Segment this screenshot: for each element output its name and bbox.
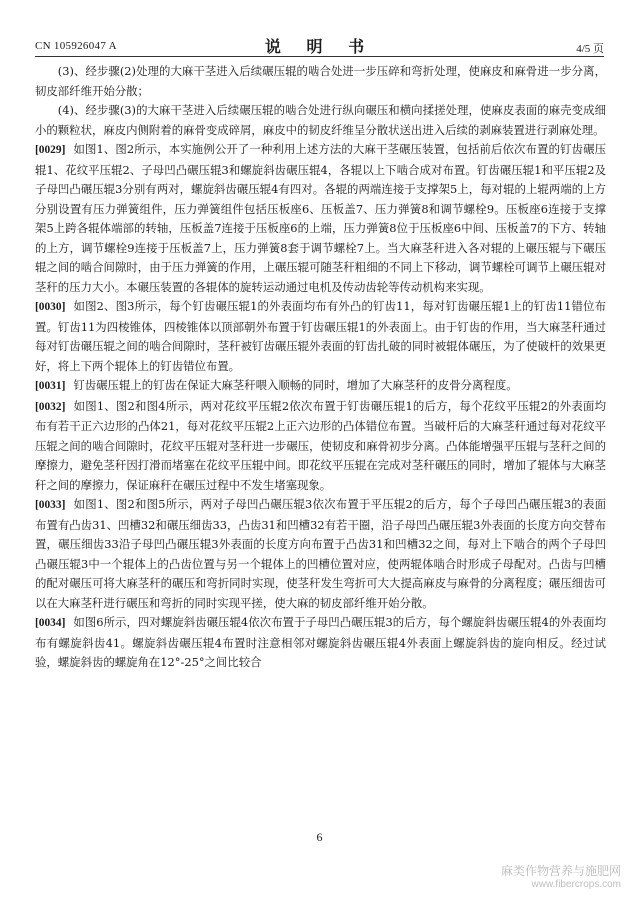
- patent-number: CN 105926047 A: [35, 40, 117, 52]
- paragraph-text: 如图6所示，四对螺旋斜齿碾压辊4依次布置于子母凹凸碾压辊3的后方，每个螺旋斜齿碾压辊4的外表面均布有螺旋斜齿41。螺旋斜齿碾压辊4布置时注意相邻对螺旋斜齿碾压辊4外表面上螺旋斜齿的旋向相反。经过试验，螺旋斜齿的螺旋角在12°-25°之间比较合: [35, 615, 606, 669]
- paragraph-number: [0032]: [35, 400, 66, 413]
- paragraph-text: 钉齿碾压辊上的钉齿在保证大麻茎秆喂入顺畅的同时，增加了大麻茎秆的皮骨分离程度。: [73, 378, 518, 392]
- paragraph-text: 如图1、图2和图5所示，两对子母凹凸碾压辊3依次布置于平压辊2的后方，每个子母凹凸碾压辊3的表面布置有凸齿31、凹槽32和碾压细齿33，凸齿31和凹槽32有若干圈，沿子母凹凸碾压辊3外表面的长度方向交替布置，碾压细齿33沿子母凹凸碾压辊3外表面的长度方向布置于凸齿31和凹槽32之间，每对上下啮合的两个子母凹凸碾压辊3中一个辊体上的凸齿位置与另一个辊体上的凹槽位置对应，使两辊体啮合时形成子母配对。凸齿与凹槽的配对碾压可将大麻茎秆的碾压和弯折同时实现，使茎秆发生弯折可大大提高麻皮与麻骨的分离程度；碾压细齿可以在大麻茎秆进行碾压和弯折的同时实现平搓，使大麻的韧皮部纤维开始分散。: [35, 497, 606, 610]
- paragraph-step-3: [35, 62, 606, 101]
- paragraph-0034: [35, 613, 606, 673]
- paragraph-0030: [35, 297, 606, 376]
- watermark: [501, 864, 621, 892]
- watermark-name: 麻类作物营养与施肥网: [500, 864, 621, 878]
- paragraph-0033: [35, 495, 606, 613]
- paragraph-number: [0034]: [35, 617, 66, 629]
- paragraph-text: 如图1、图2所示，本实施例公开了一种利用上述方法的大麻干茎碾压装置，包括前后依次布置的钉齿碾压辊1、花纹平压辊2、子母凹凸碾压辊3和螺旋斜齿碾压辊4，各辊以上下啮合成对布置。钉齿碾压辊1和平压辊2及子母凹凸碾压辊3分别有两对，螺旋斜齿碾压辊4有四对。各辊的两端连接于支撑架5上，每对辊的上辊两端的上方分别设置有压力弹簧组件，压力弹簧组件包括压板座6、压板盖7、压力弹簧8和调节螺栓9。压板座6连接于支撑架5上跨各辊体端部的转轴，压板盖7连接于压板座6的上端，压力弹簧8位于压板座6中间、压板盖7的下方、转轴的上方，调节螺栓9连接于压板盖7上，压力弹簧8套于调节螺栓7上。当大麻茎秆进入各对辊的上碾压辊与下碾压辊之间的啮合间隙时，由于压力弹簧的作用，上碾压辊可随茎秆粗细的不同上下移动，调节螺栓可调节上碾压辊对茎秆的压力大小。本碾压装置的各辊体的旋转运动通过电机及传动齿轮等传动机构来实现。: [35, 142, 606, 294]
- watermark-url: www.fibercrops.com: [531, 879, 621, 890]
- paragraph-0029: [35, 140, 606, 297]
- page-number: 6: [316, 830, 323, 844]
- paragraph-number: [0033]: [35, 499, 66, 511]
- paragraph-number: [0030]: [35, 301, 66, 313]
- page-header: [35, 34, 604, 57]
- paragraph-text: 如图1、图2和图4所示，两对花纹平压辊2依次布置于钉齿碾压辊1的后方，每个花纹平压辊2的外表面均布有若干正六边形的凸体21，每对花纹平压辊2上正六边形的凸体错位布置。当破杆后的大麻茎秆通过每对花纹平压辊之间的啮合间隙时，花纹平压辊对茎秆进一步碾压，使韧皮和麻骨初步分离。凸体能增强平压辊与茎秆之间的摩擦力，避免茎秆因打滑而堵塞在花纹平压辊中间。即花纹平压辊在完成对茎秆碾压的同时，增加了辊体与大麻茎秆之间的摩擦力，保证麻秆在碾压过程中不发生堵塞现象。: [35, 398, 606, 492]
- document-title: 说 明 书: [264, 37, 375, 56]
- paragraph-step-4: [35, 101, 606, 140]
- paragraph-text: (3)、经步骤(2)处理的大麻干茎进入后续碾压辊的啮合处进一步压碎和弯折处理，使麻皮和麻骨进一步分离，韧皮部纤维开始分散；: [35, 64, 606, 98]
- paragraph-number: [0029]: [35, 144, 66, 156]
- document-body: [35, 62, 606, 673]
- paragraph-text: 如图2、图3所示，每个钉齿碾压辊1的外表面均布有外凸的钉齿11，每对钉齿碾压辊1上的钉齿11错位布置。钉齿11为四棱锥体，四棱锥体以顶部朝外布置于钉齿碾压辊1的外表面上。由于钉齿的作用，当大麻茎秆通过每对钉齿碾压辊之间的啮合间隙时，茎秆被钉齿碾压辊外表面的钉齿扎破的同时被辊体碾压，为了使破杆的效果更好，将上下两个辊体上的钉齿错位布置。: [35, 299, 606, 373]
- paragraph-number: [0031]: [35, 380, 66, 392]
- paragraph-0031: [35, 376, 606, 397]
- paragraph-text: (4)、经步骤(3)的大麻干茎进入后续碾压辊的啮合处进行纵向碾压和横向揉搓处理，使麻皮表面的麻壳变成细小的颗粒状，麻皮内侧附着的麻骨变成碎屑，麻皮中的韧皮纤维呈分散状送出进入后续的剥麻装置进行剥麻处理。: [35, 103, 606, 137]
- paragraph-0032: [35, 397, 606, 496]
- page-info: 4/5 页: [576, 43, 604, 55]
